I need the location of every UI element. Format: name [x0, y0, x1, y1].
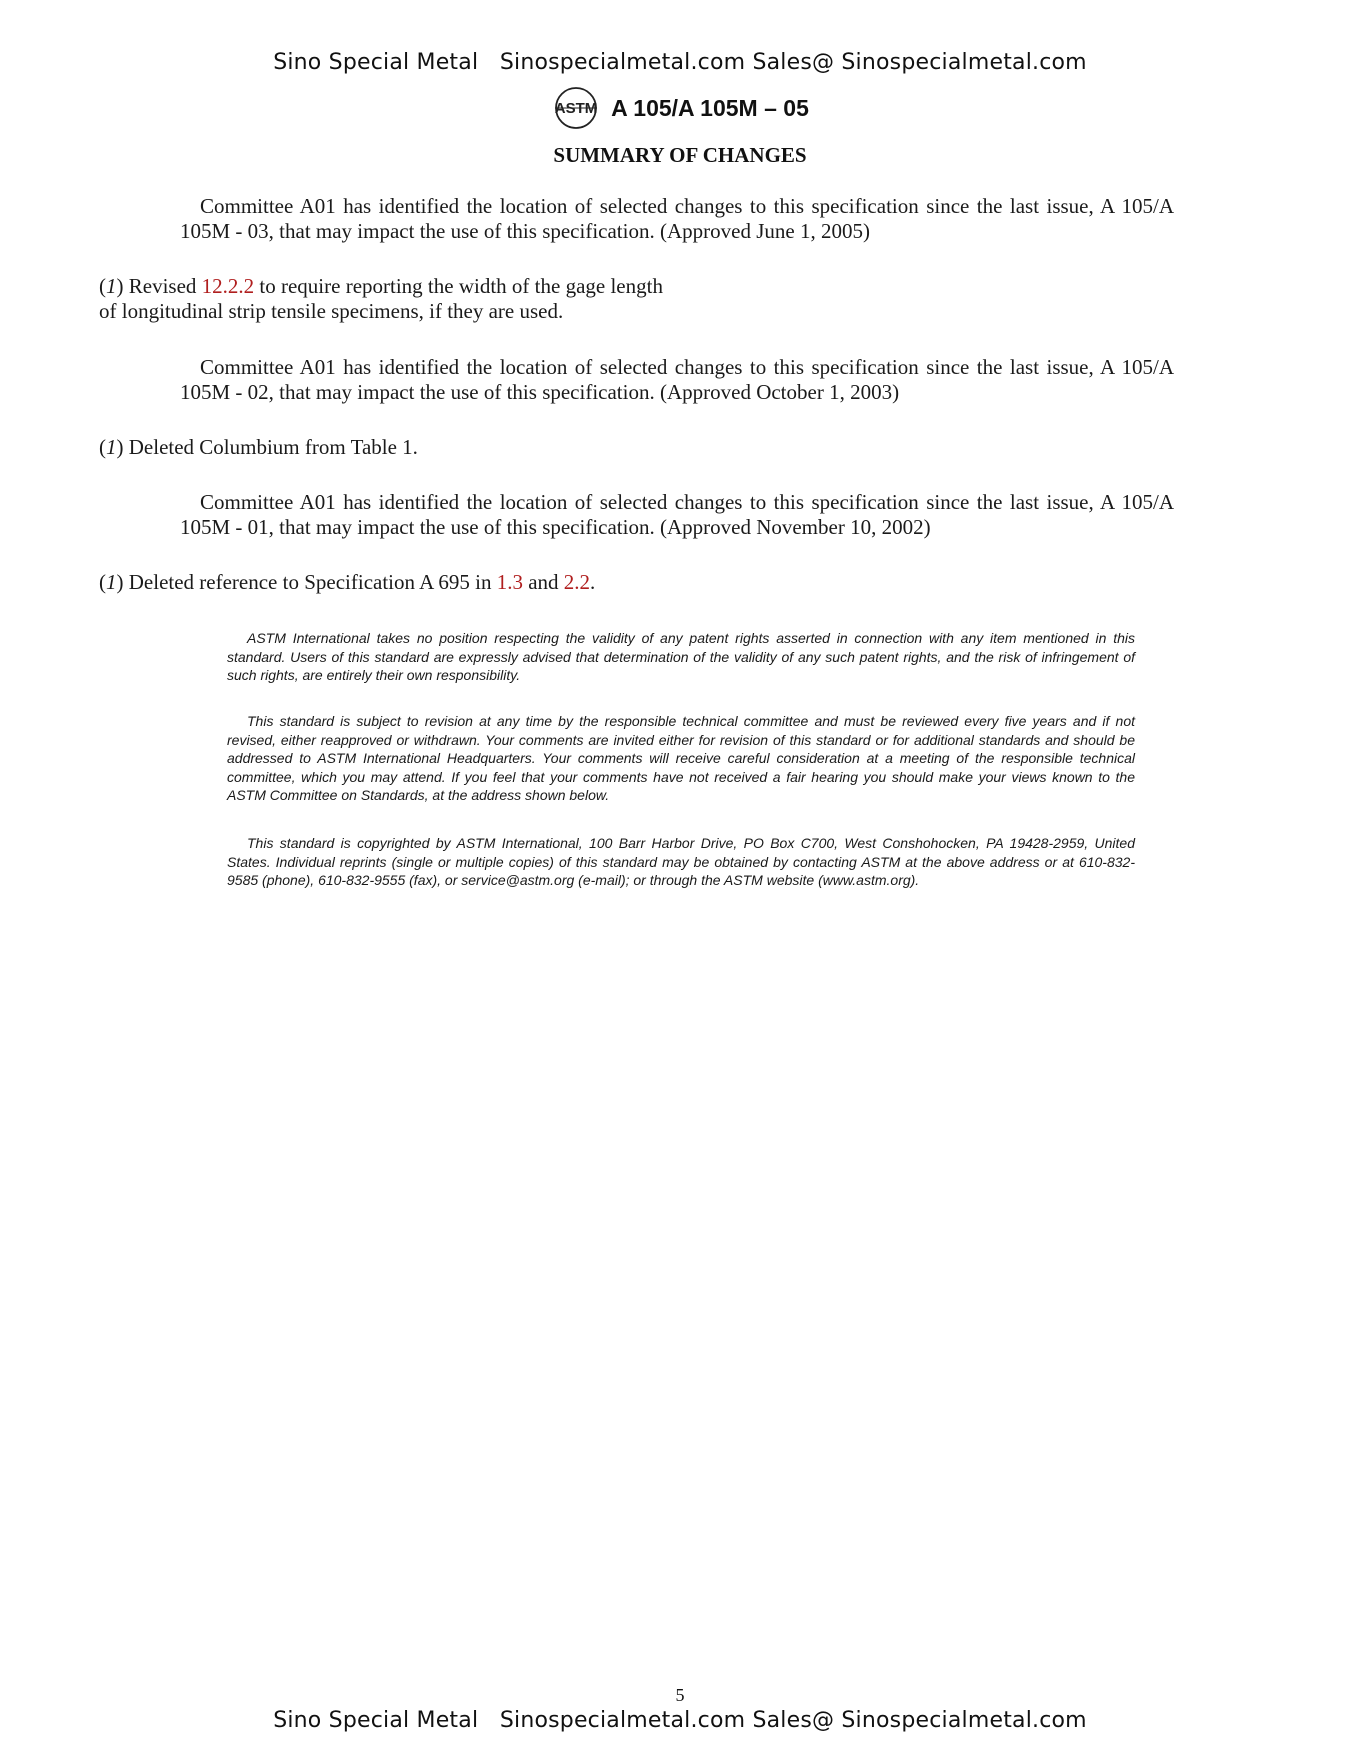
item-text: Deleted Columbium from Table 1. — [128, 435, 418, 459]
summary-heading: SUMMARY OF CHANGES — [553, 143, 807, 167]
reference-link-12-2-2[interactable]: 12.2.2 — [201, 274, 255, 298]
bottom-banner: Sino Special Metal Sinospecialmetal.com Sales@ Sinospecialmetal.com — [273, 1708, 1087, 1733]
committee-statement-2002: Committee A01 has identified the location of selected changes to this specification since the last issue, A 105/A 105M - 01, that may impact the use of this specification. (Approved November 10, 2002) — [180, 490, 1174, 539]
committee-statement-2003: Committee A01 has identified the location of selected changes to this specification since the last issue, A 105/A 105M - 02, that may impact the use of this specification. (Approved October 1, 2003) — [180, 355, 1174, 404]
top-banner: Sino Special Metal Sinospecialmetal.com Sales@ Sinospecialmetal.com — [273, 50, 1087, 75]
patent-notice: ASTM International takes no position respecting the validity of any patent rights asserted in connection with any item mentioned in this standard. Users of this standard are expressly advised that determination of the validity of any such patent rights, and the risk of infringement of such rights, are entirely their own responsibility. — [227, 630, 1135, 683]
reference-link-2-2[interactable]: 2.2 — [563, 570, 591, 594]
item-number: 1 — [106, 274, 117, 298]
revision-notice: This standard is subject to revision at any time by the responsible technical committee and must be reviewed every five years and if not revised, either reapproved or withdrawn. Your comments are invited either for revision of this standard or for additional standards and should be addressed to ASTM International Headquarters. Your comments will receive careful consideration at a meeting of the responsible technical committee, which you may attend. If you feel that your comments have not received a fair hearing you should make your views known to the ASTM Committee on Standards, at the address shown below. — [227, 713, 1135, 803]
item-number: 1 — [106, 570, 117, 594]
change-item-2005-1: (1) Revised 12.2.2 to require reporting the width of the gage length of longitudinal strip tensile specimens, if they are used. — [99, 274, 663, 323]
item-text: Deleted reference to Specification A 695 in — [128, 570, 497, 594]
change-item-2003-1: (1) Deleted Columbium from Table 1. — [99, 435, 418, 459]
document-designation: A 105/A 105M – 05 — [611, 94, 809, 121]
astm-logo-icon — [551, 86, 601, 130]
copyright-notice: This standard is copyrighted by ASTM International, 100 Barr Harbor Drive, PO Box C700, West Conshohocken, PA 19428-2959, United States. Individual reprints (single or multiple copies) of this standard may be obtained by contacting ASTM at the above address or at 610-832-9585 (phone), 610-832-9555 (fax), or service@astm.org (e-mail); or through the ASTM website (www.astm.org). — [227, 835, 1135, 888]
svg-text:ASTM: ASTM — [554, 100, 598, 117]
item-text: to require reporting the width of the gage length of longitudinal strip tensile specimens, if they are used. — [99, 274, 663, 323]
committee-statement-2005: Committee A01 has identified the location of selected changes to this specification since the last issue, A 105/A 105M - 03, that may impact the use of this specification. (Approved June 1, 2005) — [180, 194, 1174, 243]
item-number: 1 — [106, 435, 117, 459]
document-header — [0, 86, 1360, 130]
reference-link-1-3[interactable]: 1.3 — [496, 570, 523, 594]
change-item-2002-1: (1) Deleted reference to Specification A 695 in 1.3 and 2.2. — [99, 570, 596, 594]
item-text: Revised — [128, 274, 202, 298]
page-number: 5 — [675, 1685, 685, 1705]
item-text: . — [590, 570, 596, 594]
item-text: and — [522, 570, 564, 594]
